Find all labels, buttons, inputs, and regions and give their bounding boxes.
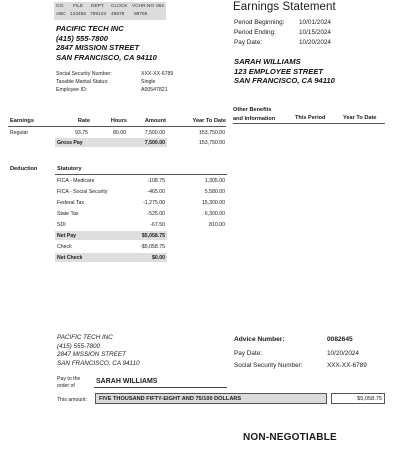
hours-header: Hours [110,118,127,124]
amount-header: Amount [144,118,166,124]
other-benefits-line2: and Information [233,116,276,122]
gross-pay-label: Gross Pay [57,140,83,146]
employee-address [234,57,335,86]
gross-pay-ytd: 153,750.00 [199,140,225,146]
period-beginning-value: 10/01/2024 [299,19,331,26]
deduction-amount: -525.00 [147,211,165,217]
benefits-ytd-header: Year To Date [343,115,377,121]
company-name: PACIFIC TECH INC [56,24,124,33]
rate-header: Rate [77,118,90,124]
deduction-amount: -67.50 [150,222,165,228]
other-benefits-title [233,106,275,124]
check-pay-date-label: Pay Date: [234,350,263,357]
code-box [54,2,166,20]
check-label: Check [57,244,72,250]
company-address [56,24,157,62]
earnings-header-rule [8,126,226,127]
non-negotiable-label: NON-NEGOTIABLE [243,432,337,443]
deduction-ytd: 5,580.00 [204,189,225,195]
check-ssn-label: Social Security Number: [234,362,303,369]
code-header-vchr: VCHR.NO [132,3,155,9]
employee-id-value: A00547821 [141,87,168,93]
statutory-header-rule [55,174,227,175]
gross-pay-amount: 7,500.00 [144,140,165,146]
company-city: SAN FRANCISCO, CA 94110 [56,52,157,62]
employee-id-label: Employee ID: [56,87,88,93]
advice-number-label: Advice Number: [234,336,285,343]
statement-period-values [299,18,331,48]
check-company-phone: (415) 555-7800 [57,342,101,350]
check-company-name: PACIFIC TECH INC [57,334,113,341]
check-amount: -$5,058.75 [140,244,165,250]
pay-to-line2: order of [57,383,75,389]
company-street: 2847 MISSION STREET [56,43,140,52]
deduction-name: FICA - Social Security [57,189,108,195]
code-value-file: 123456 [70,12,87,17]
statutory-header: Statutory [57,166,82,172]
deduction-amount: -108.75 [147,178,165,184]
deduction-ytd: 15,300.00 [201,200,225,206]
code-header-dept: DEPT. [91,3,105,9]
deduction-section-label: Deduction [10,166,38,172]
company-phone: (415) 555-7800 [56,33,108,43]
deduction-amount: -1,275.00 [143,200,165,206]
amount-value: $5,058.75 [357,396,382,402]
code-header-clock: CLOCK [111,3,128,9]
code-value-clock: 45678 [111,12,125,17]
net-check-label: Net Check [57,255,83,261]
marital-status-label: Taxable Marital Status: [56,79,109,85]
check-company-city: SAN FRANCISCO, CA 94110 [57,359,140,367]
advice-number-value: 0082645 [327,336,353,343]
employee-info [56,70,112,94]
deduction-amount: -465.00 [147,189,165,195]
statement-period-labels [234,18,284,48]
period-ending-label: Period Ending: [234,29,276,36]
employee-info-values [141,70,173,94]
payee-name: SARAH WILLIAMS [96,378,158,385]
pay-to-label [57,376,80,390]
deduction-name: SDI [57,222,66,228]
pay-date-value: 10/20/2024 [299,39,331,46]
deduction-ytd: 6,300.00 [204,211,225,217]
check-ssn-value: XXX-XX-6789 [327,362,367,369]
ytd-header: Year To Date [192,118,226,124]
this-amount-label: This amount: [57,397,87,403]
earning-ytd: 153,750.00 [199,130,225,136]
earning-name: Regular [10,130,29,136]
deduction-name: FICA - Medicare [57,178,95,184]
benefits-header-rule [233,123,385,124]
code-header-file: FILE [73,3,84,9]
deduction-ytd: 1,305.00 [204,178,225,184]
code-value-co: ABC [56,12,66,17]
net-check-amount: $0.00 [152,255,165,261]
period-ending-value: 10/15/2024 [299,29,331,36]
earning-rate: 93.75 [75,130,88,136]
code-header-co: CO. [56,3,65,9]
payee-underline [94,387,227,388]
ssn-value: XXX-XX-6789 [141,71,174,77]
other-benefits-line1: Other Benefits [233,107,272,113]
deduction-name: State Tax [57,211,79,217]
earning-amount: 7,500.00 [144,130,165,136]
amount-words: FIVE THOUSAND FIFTY-EIGHT AND 75/100 DOLLARS [99,396,242,402]
employee-name: SARAH WILLIAMS [234,57,301,66]
this-period-header: This Period [295,115,326,121]
employee-city: SAN FRANCISCO, CA 94110 [234,76,335,85]
period-beginning-label: Period Beginning: [234,19,285,26]
check-company-street: 2847 MISSION STREET [57,351,126,358]
code-value-vchr: 98765 [134,12,148,17]
earning-hours: 80.00 [113,130,126,136]
net-pay-amount: $5,058.75 [141,233,165,239]
code-header-extra: 062 [156,3,165,9]
code-value-dept: 789123 [90,12,107,17]
pay-date-label: Pay Date: [234,39,263,46]
net-pay-label: Net Pay [57,233,77,239]
check-pay-date-value: 10/20/2024 [327,350,359,357]
deduction-ytd: 810.00 [209,222,225,228]
earnings-header: Earnings [10,118,34,124]
check-company-address [57,334,140,368]
pay-to-line1: Pay to the [57,376,81,382]
statement-title: Earnings Statement [233,1,336,13]
deduction-name: Federal Tax [57,200,85,206]
ssn-label: Social Security Number: [56,71,112,77]
employee-street: 123 EMPLOYEE STREET [234,66,324,76]
marital-status-value: Single [141,79,156,85]
